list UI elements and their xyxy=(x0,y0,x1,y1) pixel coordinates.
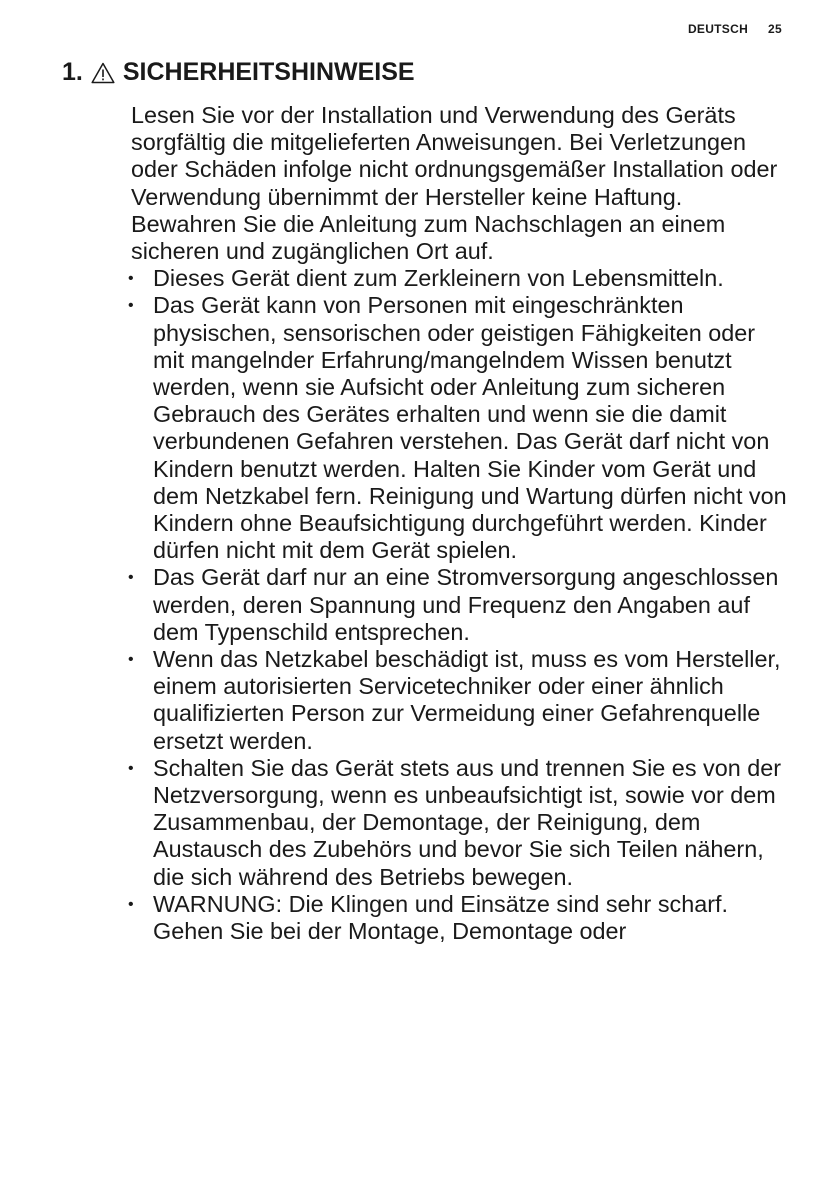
list-item: • WARNUNG: Die Klingen und Einsätze sind sehr scharf. Gehen Sie bei der Montage, Demontage oder xyxy=(128,890,729,945)
section-title xyxy=(62,58,415,87)
page-number: 25 xyxy=(768,22,782,36)
list-item-text: Dieses Gerät dient zum Zerkleinern von Lebensmitteln. xyxy=(153,265,724,292)
section-body xyxy=(128,102,791,945)
list-item-text: Das Gerät darf nur an eine Stromversorgung angeschlossen werden, deren Spannung und Frequenz den Angaben auf dem Typenschild entsprechen. xyxy=(153,564,779,645)
list-item: • Das Gerät darf nur an eine Stromversorgung angeschlossen werden, deren Spannung und Frequenz den Angaben auf dem Typenschild entsprechen. xyxy=(128,564,779,645)
list-item-text: Das Gerät kann von Personen mit eingeschränkten physischen, sensorischen oder geistigen Fähigkeiten oder mit mangelnder Erfahrung/mangelndem Wissen benutzt werden, wenn sie Aufsicht oder Anleitung zum sicheren Gebrauch des Gerätes erhalten und wenn sie die damit verbundenen Gefahren verstehen. Das Gerät darf nicht von Kindern benutzt werden. Halten Sie Kinder vom Gerät und dem Netzkabel fern. Reinigung und Wartung dürfen nicht von Kindern ohne Beaufsichtigung durchgeführt werden. Kinder dürfen nicht mit dem Gerät spielen. xyxy=(153,292,787,564)
intro-paragraph: Lesen Sie vor der Installation und Verwendung des Geräts sorgfältig die mitgelieferten Anweisungen. Bei Verletzungen oder Schäden infolge nicht ordnungsgemäßer Installation oder Verwendung übernimmt der Hersteller keine Haftung. Bewahren Sie die Anleitung zum Nachschlagen an einem sicheren und zugänglichen Ort auf. xyxy=(131,102,778,265)
list-item-text: Wenn das Netzkabel beschädigt ist, muss es vom Hersteller, einem autorisierten Servicetechniker oder einer ähnlich qualifizierten Person zur Vermeidung einer Gefahrenquelle ersetzt werden. xyxy=(153,646,781,754)
safety-list xyxy=(128,265,791,945)
list-item: • Schalten Sie das Gerät stets aus und trennen Sie es von der Netzversorgung, wenn es unbeaufsichtigt ist, sowie vor dem Zusammenbau, der Demontage, der Reinigung, dem Austausch des Zubehörs und bevor Sie sich Teilen nähern, die sich während des Betriebs bewegen. xyxy=(128,754,782,890)
list-item: • Dieses Gerät dient zum Zerkleinern von Lebensmitteln. xyxy=(128,265,724,292)
list-item-text: WARNUNG: Die Klingen und Einsätze sind sehr scharf. Gehen Sie bei der Montage, Demontage oder xyxy=(153,890,729,945)
list-item-text: Schalten Sie das Gerät stets aus und trennen Sie es von der Netzversorgung, wenn es unbeaufsichtigt ist, sowie vor dem Zusammenbau, der Demontage, der Reinigung, dem Austausch des Zubehörs und bevor Sie sich Teilen nähern, die sich während des Betriebs bewegen. xyxy=(153,754,782,890)
section-number: 1. xyxy=(62,58,83,86)
list-item: • Wenn das Netzkabel beschädigt ist, muss es vom Hersteller, einem autorisierten Servicetechniker oder einer ähnlich qualifizierten Person zur Vermeidung einer Gefahrenquelle ersetzt werden. xyxy=(128,646,781,754)
warning-triangle-icon xyxy=(91,62,115,84)
section-heading: SICHERHEITSHINWEISE xyxy=(122,58,415,86)
page-header xyxy=(688,22,782,36)
header-language: DEUTSCH xyxy=(687,22,749,36)
list-item: • Das Gerät kann von Personen mit eingeschränkten physischen, sensorischen oder geistigen Fähigkeiten oder mit mangelnder Erfahrung/mangelndem Wissen benutzt werden, wenn sie Aufsicht oder Anleitung zum sicheren Gebrauch des Gerätes erhalten und wenn sie die damit verbundenen Gefahren verstehen. Das Gerät darf nicht von Kindern benutzt werden. Halten Sie Kinder vom Gerät und dem Netzkabel fern. Reinigung und Wartung dürfen nicht von Kindern ohne Beaufsichtigung durchgeführt werden. Kinder dürfen nicht mit dem Gerät spielen. xyxy=(128,292,787,564)
